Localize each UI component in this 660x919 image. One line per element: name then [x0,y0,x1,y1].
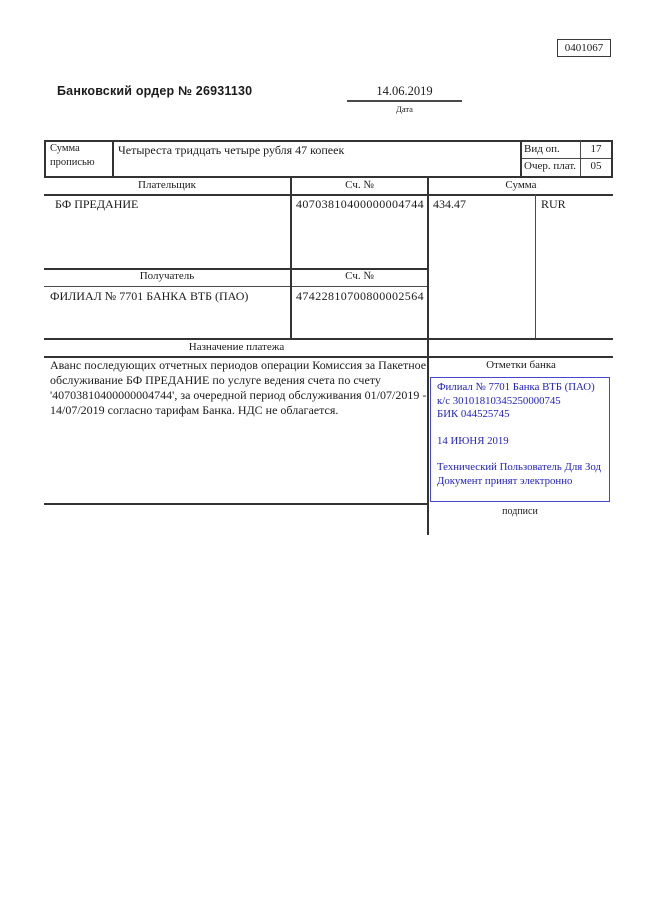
payee-account-header: Сч. № [345,270,374,282]
stamp-branch: Филиал № 7701 Банка ВТБ (ПАО) [437,381,595,393]
stamp-operator: Технический Пользователь Для Зод [437,461,601,474]
form-code-box [557,39,611,57]
table-line-purpose-top [44,338,613,340]
table-line-op-divider [520,158,613,159]
amount-header: Сумма [505,179,537,191]
table-vline-sum-label [112,140,114,176]
table-line-top [44,140,613,142]
table-line-purpose-bottom [44,503,429,505]
table-vline-account-amount [427,176,429,535]
form-code: 0401067 [564,42,604,54]
amount-value: 434.47 [433,197,466,211]
op-type-label: Вид оп. [524,143,560,155]
amount-words-label: Сумма прописью [50,143,95,168]
table-line-amount-bottom [44,176,613,178]
amount-words-value: Четыреста тридцать четыре рубля 47 копеек [118,143,345,157]
payee-header: Получатель [139,270,195,282]
signatures-label: подписи [502,506,538,517]
payer-name: БФ ПРЕДАНИЕ [55,197,139,211]
table-line-header-bottom [44,194,613,196]
payer-account-header: Сч. № [345,179,374,191]
stamp-status: Документ принят электронно [437,474,573,487]
stamp-bic: БИК 044525745 [437,408,510,421]
table-line-payee-header-bottom [44,286,429,287]
table-vline-name-account [290,176,292,338]
document-title: Банковский ордер № 26931130 [57,84,253,98]
payer-account: 40703810400000004744 [296,197,424,211]
stamp-date: 14 ИЮНЯ 2019 [437,434,509,447]
purpose-text: Аванс последующих отчетных периодов операции Комиссия за Пакетное обслуживание БФ ПРЕДАНИЕ по услуге ведения счета по счету '40703810400000004744', за очередной период обслуживания 01/07/2019 - 14/07/2019 согласно тарифам Банка. НДС не облагается. [50,358,427,417]
currency-value: RUR [541,197,566,211]
purpose-header: Назначение платежа [188,341,285,353]
document-date: 14.06.2019 [376,84,433,98]
priority-label: Очер. плат. [524,160,577,172]
date-underline [347,100,462,102]
bank-stamp-box [430,377,610,502]
table-vline-op-left [520,140,522,176]
table-vline-right [611,140,613,176]
bank-marks-header: Отметки банка [486,359,556,371]
payer-header: Плательщик [138,179,196,191]
payee-account: 47422810700800002564 [296,289,424,303]
table-vline-amount-currency [535,194,536,338]
table-vline-left [44,140,46,176]
op-type-value: 17 [590,143,602,155]
priority-value: 05 [590,160,602,172]
payee-name: ФИЛИАЛ № 7701 БАНКА ВТБ (ПАО) [50,289,249,303]
date-caption: Дата [396,104,413,114]
stamp-corr-account: к/с 30101810345250000745 [437,394,561,407]
